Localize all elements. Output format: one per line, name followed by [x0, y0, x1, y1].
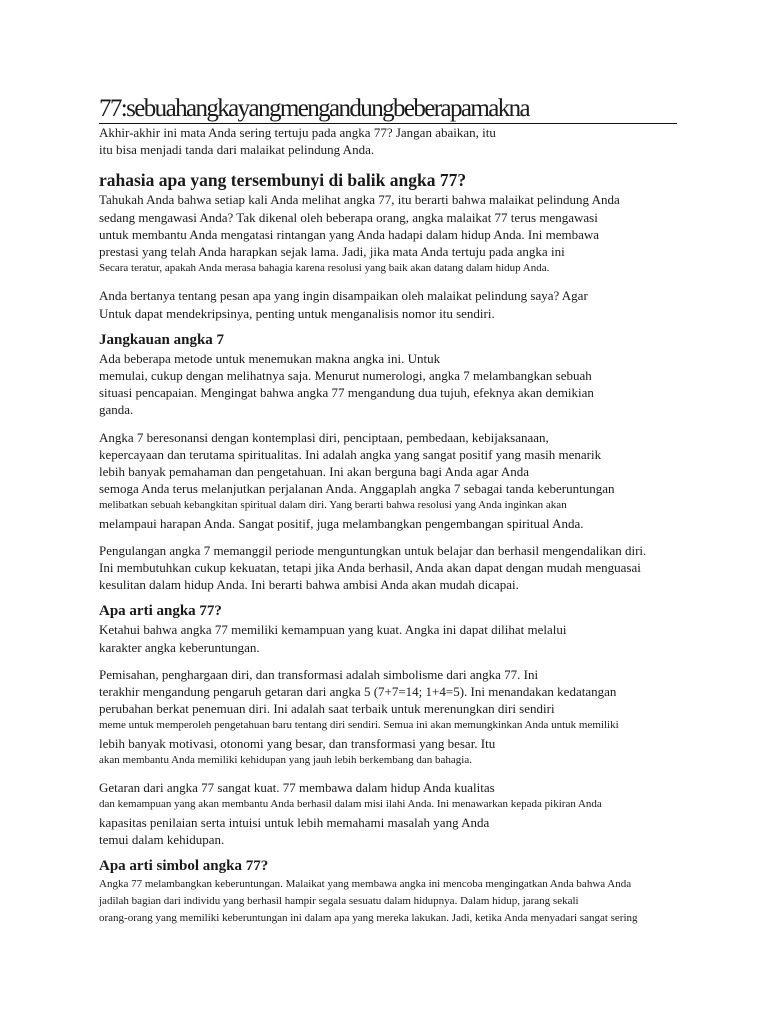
text-line: perubahan berkat penemuan diri. Ini adalah saat terbaik untuk merenungkan diri sendiri	[99, 701, 555, 717]
text-line: Secara teratur, apakah Anda merasa bahagia karena resolusi yang baik akan datang dalam hidup Anda.	[99, 262, 550, 275]
text-line: untuk membantu Anda mengatasi rintangan yang Anda hadapi dalam hidup Anda. Ini membawa	[99, 226, 600, 242]
text-line: Angka 7 beresonansi dengan kontemplasi diri, penciptaan, pembedaan, kebijaksanaan,	[99, 429, 549, 445]
text-line: orang-orang yang memiliki keberuntungan ini dalam apa yang mereka lakukan. Jadi, ketika Anda menyadari sangat sering	[99, 912, 638, 925]
text-line: kapasitas penilaian serta intuisi untuk lebih memahami masalah yang Anda	[99, 814, 490, 830]
text-line: melibatkan sebuah kebangkitan spiritual dalam diri. Yang berarti bahwa resolusi yang Anda inginkan akan	[99, 499, 567, 512]
text-line: sedang mengawasi Anda? Tak dikenal oleh beberapa orang, angka malaikat 77 terus mengawasi	[99, 209, 598, 225]
paragraph	[99, 666, 729, 769]
text-line: memulai, cukup dengan melihatnya saja. Menurut numerologi, angka 7 melambangkan sebuah	[99, 368, 592, 384]
text-line: semoga Anda terus melanjutkan perjalanan Anda. Anggaplah angka 7 sebagai tanda keberuntungan	[99, 481, 615, 497]
intro-paragraph	[99, 124, 729, 158]
article-section	[99, 601, 729, 847]
text-line: itu bisa menjadi tanda dari malaikat pelindung Anda.	[99, 142, 375, 158]
page-title: 77:sebuahangkayangmengandungbeberapamakna	[99, 96, 677, 124]
paragraph	[99, 429, 729, 532]
text-line: prestasi yang telah Anda harapkan sejak lama. Jadi, jika mata Anda tertuju pada angka ini	[99, 244, 565, 260]
article-section	[99, 856, 729, 928]
article-sections	[99, 169, 729, 927]
text-line: Tahukah Anda bahwa setiap kali Anda melihat angka 77, itu berarti bahwa malaikat pelindung Anda	[99, 192, 620, 208]
section-heading: Apa arti simbol angka 77?	[99, 857, 269, 874]
paragraph-gap	[99, 532, 729, 542]
text-line: meme untuk memperoleh pengetahuan baru tentang diri sendiri. Semua ini akan memungkinkan Anda untuk memiliki	[99, 719, 619, 732]
text-line: dan kemampuan yang akan membantu Anda berhasil dalam misi ilahi Anda. Ini menawarkan kepada pikiran Anda	[99, 798, 602, 811]
text-line: Getaran dari angka 77 sangat kuat. 77 membawa dalam hidup Anda kualitas	[99, 780, 495, 796]
text-line: akan membantu Anda memiliki kehidupan yang jauh lebih berkembang dan bahagia.	[99, 753, 472, 766]
text-line: Untuk dapat mendekripsinya, penting untuk menganalisis nomor itu sendiri.	[99, 305, 495, 321]
paragraph-gap	[99, 656, 729, 666]
paragraph-gap	[99, 277, 729, 287]
paragraph-gap	[99, 419, 729, 429]
text-line: ganda.	[99, 402, 134, 418]
text-line: karakter angka keberuntungan.	[99, 639, 260, 655]
paragraph	[99, 779, 729, 848]
paragraph-gap	[99, 769, 729, 779]
text-line: kepercayaan dan terutama spiritualitas. Ini adalah angka yang sangat positif yang masih menarik	[99, 446, 602, 462]
article-section	[99, 169, 729, 321]
paragraph	[99, 876, 729, 928]
text-line: lebih banyak pemahaman dan pengetahuan. Ini akan berguna bagi Anda agar Anda	[99, 464, 530, 480]
section-heading: rahasia apa yang tersembunyi di balik angka 77?	[99, 170, 467, 191]
section-heading: Apa arti angka 77?	[99, 603, 222, 620]
text-line: situasi pencapaian. Mengingat bahwa angka 77 mengandung dua tujuh, efeknya akan demikian	[99, 385, 594, 401]
text-line: Angka 77 melambangkan keberuntungan. Malaikat yang membawa angka ini mencoba mengingatkan Anda bahwa Anda	[99, 877, 632, 890]
paragraph	[99, 350, 729, 419]
article-section	[99, 330, 729, 594]
document-content	[99, 96, 729, 928]
text-line: Anda bertanya tentang pesan apa yang ingin disampaikan oleh malaikat pelindung saya? Agar	[99, 288, 588, 304]
text-line: Pengulangan angka 7 memanggil periode menguntungkan untuk belajar dan berhasil mengendalikan diri.	[99, 542, 647, 558]
text-line: jadilah bagian dari individu yang berhasil hampir segala sesuatu dalam hidupnya. Dalam hidup, jarang sekali	[99, 895, 579, 908]
text-line: Pemisahan, penghargaan diri, dan transformasi adalah simbolisme dari angka 77. Ini	[99, 666, 539, 682]
paragraph	[99, 621, 729, 655]
text-line: Ketahui bahwa angka 77 memiliki kemampuan yang kuat. Angka ini dapat dilihat melalui	[99, 622, 567, 638]
text-line: Ada beberapa metode untuk menemukan makna angka ini. Untuk	[99, 350, 441, 366]
paragraph	[99, 191, 729, 277]
text-line: Akhir-akhir ini mata Anda sering tertuju pada angka 77? Jangan abaikan, itu	[99, 125, 496, 140]
text-line: melampaui harapan Anda. Sangat positif, juga melambangkan pengembangan spiritual Anda.	[99, 515, 584, 531]
text-line: lebih banyak motivasi, otonomi yang besar, dan transformasi yang besar. Itu	[99, 735, 496, 751]
text-line: kesulitan dalam hidup Anda. Ini berarti bahwa ambisi Anda akan mudah dicapai.	[99, 577, 519, 593]
paragraph	[99, 287, 729, 321]
text-line: terakhir mengandung pengaruh getaran dari angka 5 (7+7=14; 1+4=5). Ini menandakan kedatangan	[99, 684, 617, 700]
text-line: Ini membutuhkan cukup kekuatan, tetapi jika Anda berhasil, Anda akan dapat dengan mudah menguasai	[99, 560, 641, 576]
section-heading: Jangkauan angka 7	[99, 331, 225, 348]
text-line: temui dalam kehidupan.	[99, 831, 225, 847]
paragraph	[99, 542, 729, 594]
